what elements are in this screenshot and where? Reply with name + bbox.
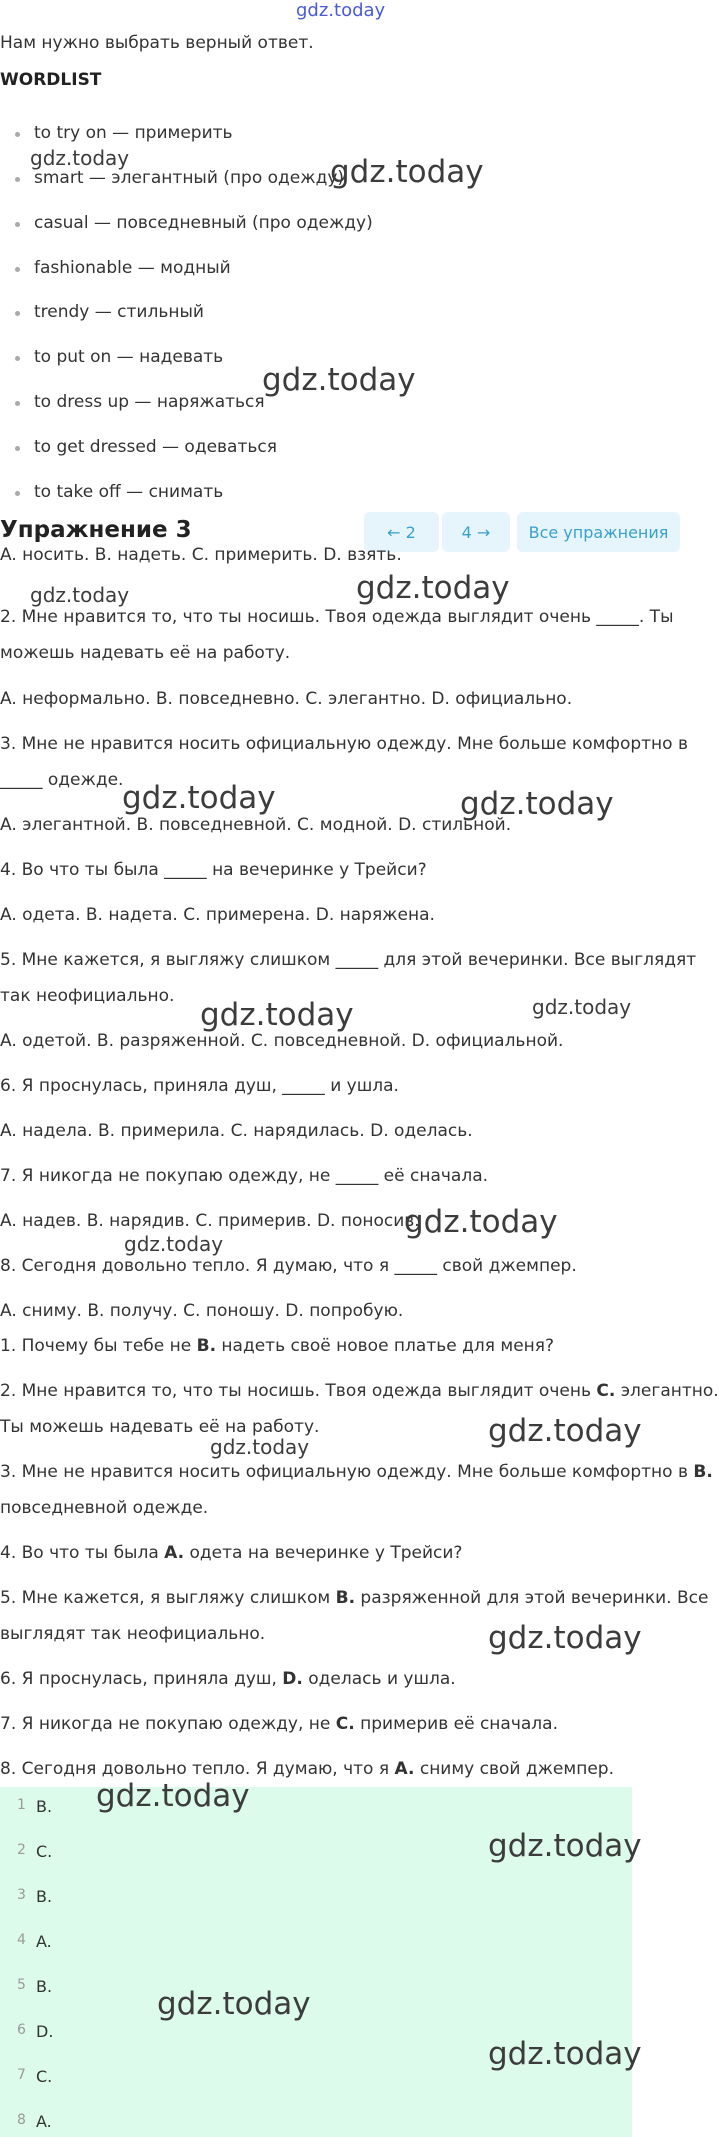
- wordlist-item: smart — элегантный (про одежду): [34, 168, 345, 188]
- prev-exercise-button[interactable]: ← 2: [364, 512, 439, 552]
- intro-text: Нам нужно выбрать верный ответ.: [0, 33, 314, 53]
- watermark: gdz.today: [122, 780, 276, 816]
- solution-line: 8. Сегодня довольно тепло. Я думаю, что я A. сниму свой джемпер.: [0, 1759, 614, 1779]
- solution-line: 7. Я никогда не покупаю одежду, не C. примерив её сначала.: [0, 1714, 558, 1734]
- solution-line: 1. Почему бы тебе не B. надеть своё новое платье для меня?: [0, 1336, 555, 1356]
- watermark: gdz.today: [210, 1435, 310, 1459]
- watermark: gdz.today: [157, 1986, 311, 2022]
- solution-line: 6. Я проснулась, приняла душ, D. оделась и ушла.: [0, 1669, 456, 1689]
- question-text: 3. Мне не нравится носить официальную одежду. Мне больше комфортно в: [0, 734, 688, 754]
- wordlist-item: to try on — примерить: [34, 123, 233, 143]
- watermark: gdz.today: [330, 154, 484, 190]
- wordlist-item: to take off — снимать: [34, 482, 224, 502]
- watermark: gdz.today: [404, 1204, 558, 1240]
- question-options: A. одетой. B. разряженной. C. повседневной. D. официальной.: [0, 1031, 564, 1051]
- question-text: _____ одежде.: [0, 770, 124, 790]
- watermark: gdz.today: [460, 786, 614, 822]
- exercise-title: Упражнение 3: [0, 517, 192, 543]
- question-options: A. одета. B. надета. C. примерена. D. наряжена.: [0, 905, 435, 925]
- all-exercises-button[interactable]: Все упражнения: [517, 512, 680, 552]
- watermark: gdz.today: [30, 146, 130, 170]
- watermark: gdz.today: [532, 995, 632, 1019]
- solution-line: Ты можешь надевать её на работу.: [0, 1417, 320, 1437]
- watermark: gdz.today: [200, 997, 354, 1033]
- watermark: gdz.today: [124, 1232, 224, 1256]
- solution-line: 3. Мне не нравится носить официальную одежду. Мне больше комфортно в B.: [0, 1462, 713, 1482]
- watermark: gdz.today: [262, 362, 416, 398]
- question-text: можешь надевать её на работу.: [0, 643, 291, 663]
- solution-line: 5. Мне кажется, я выгляжу слишком B. разряженной для этой вечеринки. Все: [0, 1588, 709, 1608]
- answer-value: C.: [36, 2067, 53, 2086]
- solution-line: выглядят так неофициально.: [0, 1624, 266, 1644]
- question-options: A. неформально. B. повседневно. C. элегантно. D. официально.: [0, 689, 573, 709]
- wordlist-item: trendy — стильный: [34, 302, 204, 322]
- answer-number: 2: [17, 1842, 26, 1858]
- question-text: 7. Я никогда не покупаю одежду, не _____ её сначала.: [0, 1166, 489, 1186]
- watermark: gdz.today: [96, 1778, 250, 1814]
- watermark: gdz.today: [488, 1620, 642, 1656]
- solution-line: 2. Мне нравится то, что ты носишь. Твоя одежда выглядит очень C. элегантно.: [0, 1381, 719, 1401]
- question-options: A. сниму. B. получу. C. поношу. D. попробую.: [0, 1301, 404, 1321]
- answer-number: 6: [17, 2022, 26, 2038]
- next-exercise-button[interactable]: 4 →: [442, 512, 510, 552]
- watermark: gdz.today: [488, 2036, 642, 2072]
- answer-number: 5: [17, 1977, 26, 1993]
- answer-value: D.: [36, 2022, 54, 2041]
- site-title[interactable]: gdz.today: [296, 0, 386, 21]
- wordlist-item: to put on — надевать: [34, 347, 224, 367]
- answer-number: 3: [17, 1887, 26, 1903]
- answer-number: 4: [17, 1932, 26, 1948]
- answer-number: 8: [17, 2112, 26, 2128]
- answer-value: A.: [36, 1932, 52, 1951]
- wordlist-item: casual — повседневный (про одежду): [34, 213, 373, 233]
- solution-line: повседневной одежде.: [0, 1498, 209, 1518]
- question-options: A. надела. B. примерила. C. нарядилась. D. оделась.: [0, 1121, 473, 1141]
- question-options: A. носить. B. надеть. C. примерить. D. взять.: [0, 545, 402, 565]
- question-text: 8. Сегодня довольно тепло. Я думаю, что я _____ свой джемпер.: [0, 1256, 577, 1276]
- answer-value: B.: [36, 1887, 53, 1906]
- wordlist-item: to dress up — наряжаться: [34, 392, 265, 412]
- question-text: 2. Мне нравится то, что ты носишь. Твоя одежда выглядит очень _____. Ты: [0, 607, 674, 627]
- question-text: 6. Я проснулась, приняла душ, _____ и ушла.: [0, 1076, 399, 1096]
- answer-number: 7: [17, 2067, 26, 2083]
- answer-value: B.: [36, 1977, 53, 1996]
- watermark: gdz.today: [356, 570, 510, 606]
- question-text: так неофициально.: [0, 986, 175, 1006]
- wordlist-item: fashionable — модный: [34, 258, 231, 278]
- answer-value: C.: [36, 1842, 53, 1861]
- solution-line: 4. Во что ты была A. одета на вечеринке у Трейси?: [0, 1543, 463, 1563]
- watermark: gdz.today: [488, 1828, 642, 1864]
- wordlist-title: WORDLIST: [0, 70, 102, 90]
- answer-number: 1: [17, 1797, 26, 1813]
- question-1-options-cut: [0, 545, 680, 576]
- question-options: A. элегантной. B. повседневной. C. модной. D. стильной.: [0, 815, 512, 835]
- answer-value: B.: [36, 1797, 53, 1816]
- watermark: gdz.today: [30, 583, 130, 607]
- watermark: gdz.today: [488, 1413, 642, 1449]
- wordlist-item: to get dressed — одеваться: [34, 437, 277, 457]
- answer-value: A.: [36, 2112, 52, 2131]
- question-text: 4. Во что ты была _____ на вечеринке у Трейси?: [0, 860, 427, 880]
- question-text: 5. Мне кажется, я выгляжу слишком _____ для этой вечеринки. Все выглядят: [0, 950, 697, 970]
- question-options: A. надев. B. нарядив. C. примерив. D. поносив.: [0, 1211, 420, 1231]
